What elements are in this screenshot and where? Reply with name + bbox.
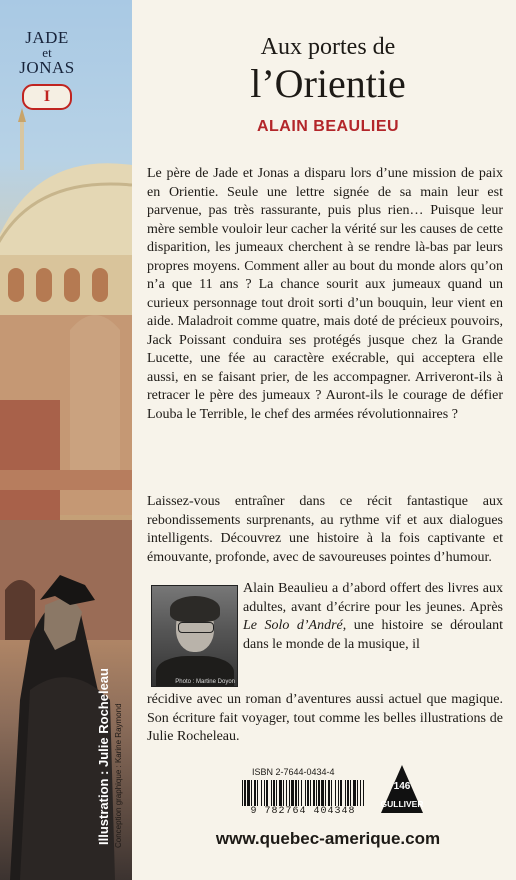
title-line1: Aux portes de xyxy=(260,34,396,60)
synopsis-paragraph: Le père de Jade et Jonas a disparu lors d’une mission de paix en Orientie. Seule une lettre signée de sa main leur est parvenue, pas très rassurante, puis plus rien… Puisque leur mère semble vouloir leur cacher la vérité sur les causes de cette disparition, les jumeaux cherchent à se rendre là-bas par leurs propres moyens. Comment aller au bout du monde alors qu’on n’a que 11 ans ? La chance sourit aux jumeaux quand un curieux personnage tout droit sorti d’un bouquin, leur vient en aide. Maladroit comme quatre, mais doté de précieux pouvoirs, Jack Poissant conduira ses protégés jusque chez la Grande Lucette, une fée au caractère exécrable, qui acceptera elle aussi, en se faisant prier, de les accompagner. Arriveront-ils à retracer le père des jumeaux ? Auront-ils le courage de défier Louba le Terrible, le chef des armées révolutionnaires ? xyxy=(147,166,503,422)
badge-number: 146 xyxy=(393,781,411,792)
author-name: ALAIN BEAULIEU xyxy=(256,118,400,135)
bio-text-1: Alain Beaulieu a d’abord offert des livres aux adultes, avant d’écrire pour les jeunes. Après xyxy=(243,581,503,615)
isbn-label: ISBN 2-7644-0434-4 xyxy=(252,767,335,777)
bio-book-title: Le Solo d’André xyxy=(243,618,343,633)
title-line2: l’Orientie xyxy=(250,61,406,106)
teaser-paragraph: Laissez-vous entraîner dans ce récit fantastique aux rebondissements surprenants, au rythme vif et aux dialogues intelligents. Découvrez une histoire à la fois captivante et émouvante, profonde, avec de savoureuses pointes d’humour. xyxy=(147,494,503,565)
publisher-website[interactable]: www.quebec-amerique.com xyxy=(215,829,441,848)
series-name-line1: JADE xyxy=(25,28,69,47)
design-credit: Conception graphique : Karine Raymond xyxy=(114,703,123,848)
series-name-line3: JONAS xyxy=(19,58,75,77)
publisher-badge xyxy=(379,763,425,815)
illustration-credit: Illustration : Julie Rocheleau xyxy=(96,668,111,845)
bio-text-2: , une histoire se déroulant dans le monde de la musique, il xyxy=(243,618,503,652)
author-photo xyxy=(151,585,238,687)
photo-credit: Photo : Martine Doyon xyxy=(175,679,235,685)
illustration-art xyxy=(0,0,132,880)
barcode-number: 9 782764 404348 xyxy=(238,806,368,817)
author-bio-continued: récidive avec un roman d’aventures aussi actuel que magique. Son écriture fait voyager, tout comme les belles illustrations de Julie Rocheleau. xyxy=(147,692,503,744)
volume-badge: I xyxy=(22,84,72,110)
series-logo xyxy=(6,28,88,110)
cover-illustration-strip xyxy=(0,0,132,880)
author-bio xyxy=(243,580,503,654)
badge-publisher: GULLIVER xyxy=(380,799,424,809)
series-name-line2: et xyxy=(42,45,52,60)
